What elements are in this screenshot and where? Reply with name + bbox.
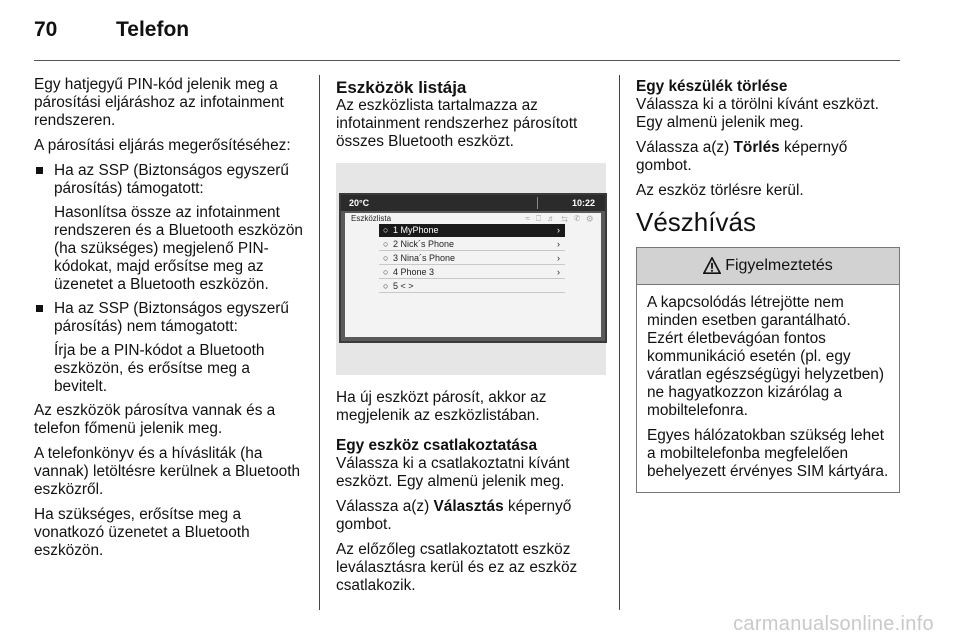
status-divider	[537, 197, 538, 209]
device-row[interactable]	[379, 224, 565, 237]
status-icons: ≈ ⎕ ♬ ⇆ ✆ ⚙	[525, 214, 595, 223]
device-list-screenshot	[336, 163, 606, 375]
device-row[interactable]	[379, 280, 565, 293]
warning-header	[637, 248, 899, 285]
button-name-bold: Választás	[433, 498, 504, 515]
bullet-detail: Hasonlítsa össze az infotainment rendszeren és a Bluetooth eszközön (ha szükséges) megjelenő PIN-kódokat, majd erősítse meg az üzenetet a Bluetooth eszközön.	[54, 204, 303, 293]
device-row[interactable]	[379, 266, 565, 279]
column-divider-2	[619, 75, 620, 610]
header-rule	[34, 60, 900, 61]
paragraph: A kapcsolódás létrejötte nem minden esetben garantálható. Ezért életbevágóan fontos kommunikáció esetén (pl. egy váratlan egészségügyi helyzetben) ne hagyatkozzon kizárólag a mobiltelefonra.	[647, 294, 884, 419]
device-name: 4 Phone 3	[393, 267, 435, 277]
middle-column-bottom	[336, 389, 608, 602]
button-name-bold: Törlés	[733, 139, 780, 156]
paragraph: Válassza ki a csatlakoztatni kívánt eszközt. Egy almenü jelenik meg.	[336, 455, 570, 490]
paragraph: Ha szükséges, erősítse meg a vonatkozó üzenetet a Bluetooth eszközön.	[34, 506, 250, 559]
radio-icon: ○	[383, 225, 389, 235]
temperature-readout: 20°C	[349, 198, 370, 208]
radio-icon: ○	[383, 267, 389, 277]
bullet-square-icon	[36, 167, 43, 174]
bullet-text: Ha az SSP (Biztonságos egyszerű párosítás) támogatott:	[54, 162, 289, 197]
screen-status-bar	[341, 195, 605, 211]
device-name: 5 < >	[393, 281, 414, 291]
infotainment-screen	[339, 193, 607, 343]
paragraph: A telefonkönyv és a hívásliták (ha vannak) letöltésre kerülnek a Bluetooth eszközről.	[34, 445, 301, 498]
bullet-detail: Írja be a PIN-kódot a Bluetooth eszközön, és erősítse meg a bevitelt.	[54, 342, 265, 395]
chevron-right-icon: ›	[557, 253, 560, 263]
watermark: carmanualsonline.info	[733, 613, 934, 635]
paragraph: Egy hatjegyű PIN-kód jelenik meg a párosítási eljáráshoz az infotainment rendszeren.	[34, 76, 284, 129]
paragraph: Válassza ki a törölni kívánt eszközt. Egy almenü jelenik meg.	[636, 96, 879, 131]
device-row[interactable]	[379, 252, 565, 265]
paragraph: Egyes hálózatokban szükség lehet a mobiltelefonba megfelelően behelyezett érvényes SIM kártyára.	[647, 427, 889, 480]
subheading: Egy készülék törlése	[636, 78, 788, 95]
chevron-right-icon: ›	[557, 267, 560, 277]
warning-body	[637, 285, 899, 492]
chevron-right-icon: ›	[557, 239, 560, 249]
paragraph: A párosítási eljárás megerősítéséhez:	[34, 137, 291, 154]
paragraph	[636, 139, 900, 175]
text-run: képernyő gombot.	[336, 498, 572, 533]
clock-readout: 10:22	[571, 198, 595, 208]
text-run: Válassza a(z)	[636, 139, 734, 156]
section-heading: Eszközök listája	[336, 78, 467, 97]
right-column	[636, 78, 900, 493]
paragraph: Ha új eszközt párosít, akkor az megjelenik az eszközlistában.	[336, 389, 547, 424]
subheading: Egy eszköz csatlakoztatása	[336, 437, 538, 454]
text-run: képernyő gombot.	[636, 139, 848, 174]
paragraph: Az eszközlista tartalmazza az infotainment rendszerhez párosított összes Bluetooth eszközt.	[336, 97, 578, 150]
device-name: 1 MyPhone	[393, 225, 439, 235]
warning-triangle-icon	[703, 257, 721, 275]
page-number: 70	[34, 18, 58, 41]
paragraph: Az eszközök párosítva vannak és a telefon főmenü jelenik meg.	[34, 402, 276, 437]
page-title: Telefon	[116, 18, 190, 41]
bullet-item	[34, 162, 306, 198]
middle-column-top	[336, 78, 608, 158]
bullet-square-icon	[36, 305, 43, 312]
warning-title: Figyelmeztetés	[725, 257, 833, 274]
section-title: Vészhívás	[636, 207, 756, 237]
bullet-text: Ha az SSP (Biztonságos egyszerű párosítás) nem támogatott:	[54, 300, 289, 335]
chevron-right-icon: ›	[557, 225, 560, 235]
radio-icon: ○	[383, 239, 389, 249]
paragraph: Az előzőleg csatlakoztatott eszköz leválasztásra kerül és ez az eszköz csatlakozik.	[336, 541, 578, 594]
paragraph: Az eszköz törlésre kerül.	[636, 182, 804, 199]
radio-icon: ○	[383, 253, 389, 263]
device-name: 2 Nick´s Phone	[393, 239, 455, 249]
radio-icon: ○	[383, 281, 389, 291]
text-run: Válassza a(z)	[336, 498, 434, 515]
bullet-item	[34, 300, 306, 336]
left-column	[34, 76, 306, 567]
device-row[interactable]	[379, 238, 565, 251]
warning-box	[636, 247, 900, 493]
paragraph	[336, 498, 608, 534]
screen-content	[345, 213, 601, 337]
device-list-title: Eszközlista	[351, 214, 392, 223]
device-name: 3 Nina´s Phone	[393, 253, 456, 263]
column-divider-1	[319, 75, 320, 610]
